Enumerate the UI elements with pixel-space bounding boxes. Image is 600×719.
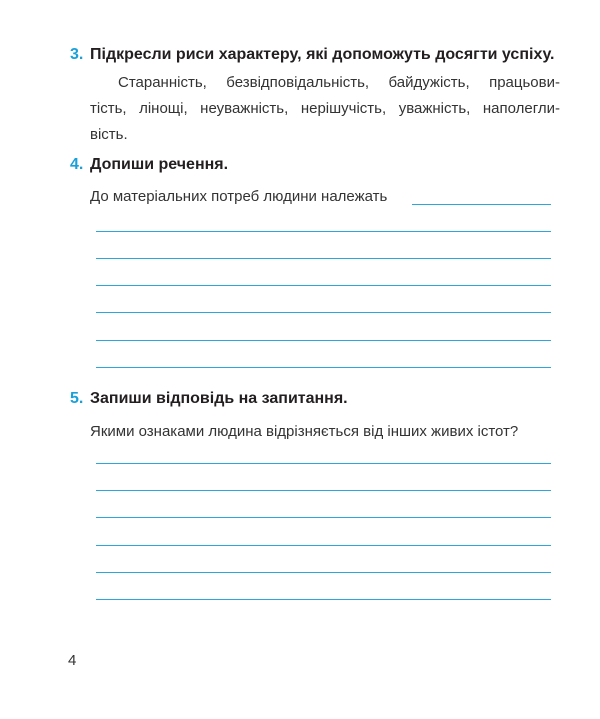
task-3-title: Підкресли риси характеру, які допоможуть досягти успіху. bbox=[90, 46, 555, 63]
task-5-answer-line[interactable] bbox=[96, 599, 551, 600]
task-4-answer-line[interactable] bbox=[96, 312, 551, 313]
task-4-answer-line-inline[interactable] bbox=[412, 204, 551, 205]
task-4-prompt: До матеріальних потреб людини належать bbox=[90, 188, 388, 205]
task-5-heading bbox=[70, 390, 560, 408]
task-4-answer-line[interactable] bbox=[96, 285, 551, 286]
page-number: 4 bbox=[68, 652, 77, 669]
task-3-heading bbox=[70, 46, 560, 64]
task-4-answer-line[interactable] bbox=[96, 258, 551, 259]
task-5 bbox=[70, 390, 560, 408]
task-4-heading bbox=[70, 156, 560, 174]
task-5-prompt: Якими ознаками людина відрізняється від інших живих істот? bbox=[90, 423, 519, 440]
task-5-answer-line[interactable] bbox=[96, 572, 551, 573]
task-5-title: Запиши відповідь на запитання. bbox=[90, 390, 348, 407]
task-3-body-line-3: вість. bbox=[90, 126, 128, 143]
task-5-number: 5. bbox=[70, 390, 84, 407]
task-3-body-line-1: Старанність, безвідповідальність, байдужість, працьови- bbox=[118, 74, 560, 91]
task-3-body bbox=[90, 70, 560, 148]
task-3-number: 3. bbox=[70, 46, 84, 63]
task-5-answer-line[interactable] bbox=[96, 545, 551, 546]
task-4-answer-line[interactable] bbox=[96, 367, 551, 368]
task-3 bbox=[70, 46, 560, 64]
task-5-answer-line[interactable] bbox=[96, 490, 551, 491]
task-3-body-line-2: тість, лінощі, неуважність, нерішучість, уважність, наполегли- bbox=[90, 100, 560, 117]
task-4-title: Допиши речення. bbox=[90, 156, 229, 173]
task-4-number: 4. bbox=[70, 156, 84, 173]
task-5-answer-line[interactable] bbox=[96, 463, 551, 464]
task-4-answer-line[interactable] bbox=[96, 231, 551, 232]
task-5-answer-line[interactable] bbox=[96, 517, 551, 518]
task-4 bbox=[70, 156, 560, 174]
task-4-answer-line[interactable] bbox=[96, 340, 551, 341]
